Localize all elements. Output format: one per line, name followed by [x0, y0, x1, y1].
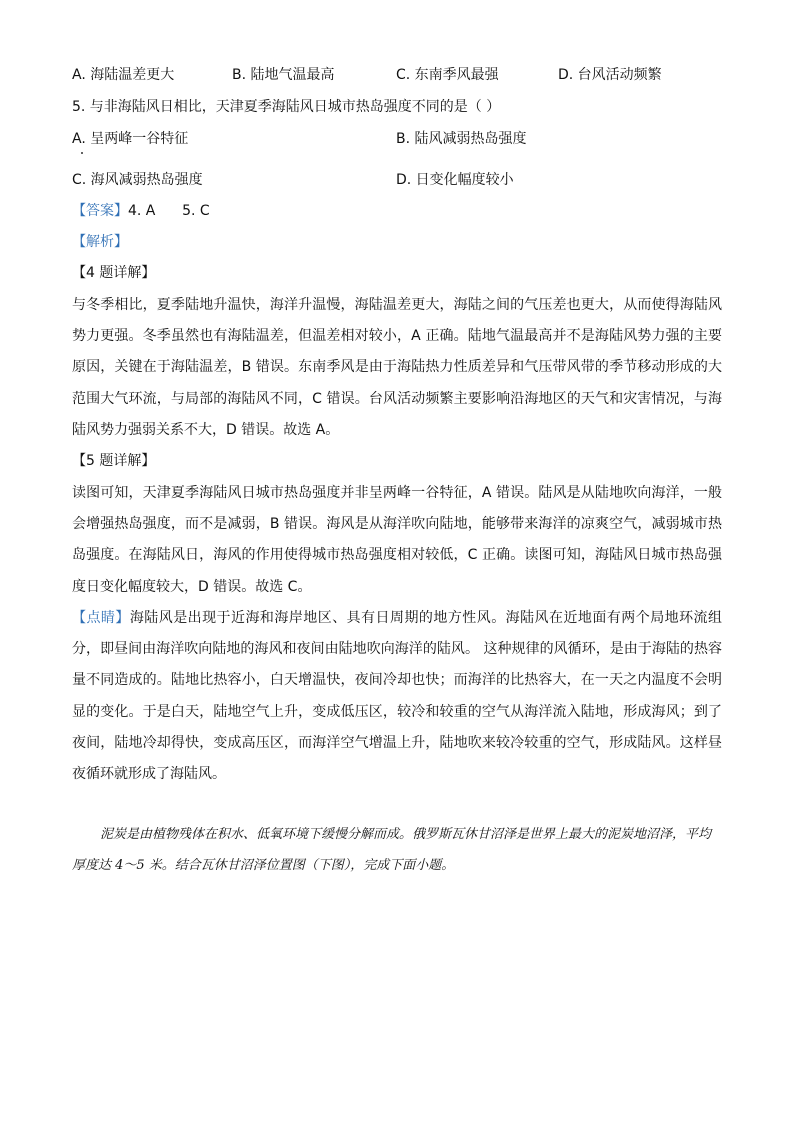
q5-stem: 5. 与非海陆风日相比，天津夏季海陆风日城市热岛强度不同的是（ ）	[72, 99, 501, 115]
q5-option-c: C. 海风减弱热岛强度	[72, 172, 203, 188]
q4-option-d: D. 台风活动频繁	[558, 67, 662, 83]
q4-option-b: B. 陆地气温最高	[232, 67, 335, 83]
key-point-tag: 【点睛】	[72, 610, 130, 626]
key-point-text: 海陆风是出现于近海和海岸地区、具有日周期的地方性风。海陆风在近地面有两个局地环流组分，即昼间由海洋吹向陆地的海风和夜间由陆地吹向海洋的陆风。 这种规律的风循环，是由于海陆的热容量不同造成的。陆地比热容小，白天增温快，夜间冷却也快；而海洋的比热容大，在一天之内温度不会明显的变化。于是白天，陆地空气上升，变成低压区，较冷和较重的空气从海洋流入陆地，形成海风；到了夜间，陆地冷却得快，变成高压区，而海洋空气增温上升，陆地吹来较冷较重的空气，形成陆风。这样昼夜循环就形成了海陆风。	[72, 610, 723, 783]
next-question-intro: 泥炭是由植物残体在积水、低氧环境下缓慢分解而成。俄罗斯瓦休甘沼泽是世界上最大的泥炭地沼泽，平均厚度达 4～5 米。结合瓦休甘沼泽位置图（下图），完成下面小题。	[72, 827, 712, 873]
stray-mark	[81, 152, 83, 154]
answer-tag: 【答案】	[72, 203, 128, 219]
q4-detail-text: 与冬季相比，夏季陆地升温快，海洋升温慢，海陆温差更大，海陆之间的气压差也更大，从而使得海陆风势力更强。冬季虽然也有海陆温差，但温差相对较小，A 正确。陆地气温最高并不是海陆风势力强的主要原因，关键在于海陆温差，B 错误。东南季风是由于海陆热力性质差异和气压带风带的季节移动形成的大范围大气环流，与局部的海陆风不同，C 错误。台风活动频繁主要影响沿海地区的天气和灾害情况，与海陆风势力强弱关系不大，D 错误。故选 A。	[72, 297, 722, 438]
q4-detail-tag: 【4 题详解】	[72, 265, 156, 281]
q5-option-a: A. 呈两峰一谷特征	[72, 131, 189, 147]
q5-detail-tag: 【5 题详解】	[72, 453, 156, 469]
analysis-tag: 【解析】	[72, 234, 128, 250]
q5-option-d: D. 日变化幅度较小	[396, 172, 514, 188]
key-point	[72, 603, 722, 790]
answer-text: 4. A 5. C	[128, 203, 210, 219]
answer-line	[72, 201, 210, 221]
q5-option-b: B. 陆风减弱热岛强度	[396, 131, 527, 147]
q4-option-c: C. 东南季风最强	[396, 67, 499, 83]
q4-option-a: A. 海陆温差更大	[72, 67, 175, 83]
q5-detail-text: 读图可知，天津夏季海陆风日城市热岛强度并非呈两峰一谷特征，A 错误。陆风是从陆地吹向海洋，一般会增强热岛强度，而不是减弱，B 错误。海风是从海洋吹向陆地，能够带来海洋的凉爽空气，减弱城市热岛强度。在海陆风日，海风的作用使得城市热岛强度相对较低，C 正确。读图可知，海陆风日城市热岛强度日变化幅度较大，D 错误。故选 C。	[72, 485, 722, 595]
